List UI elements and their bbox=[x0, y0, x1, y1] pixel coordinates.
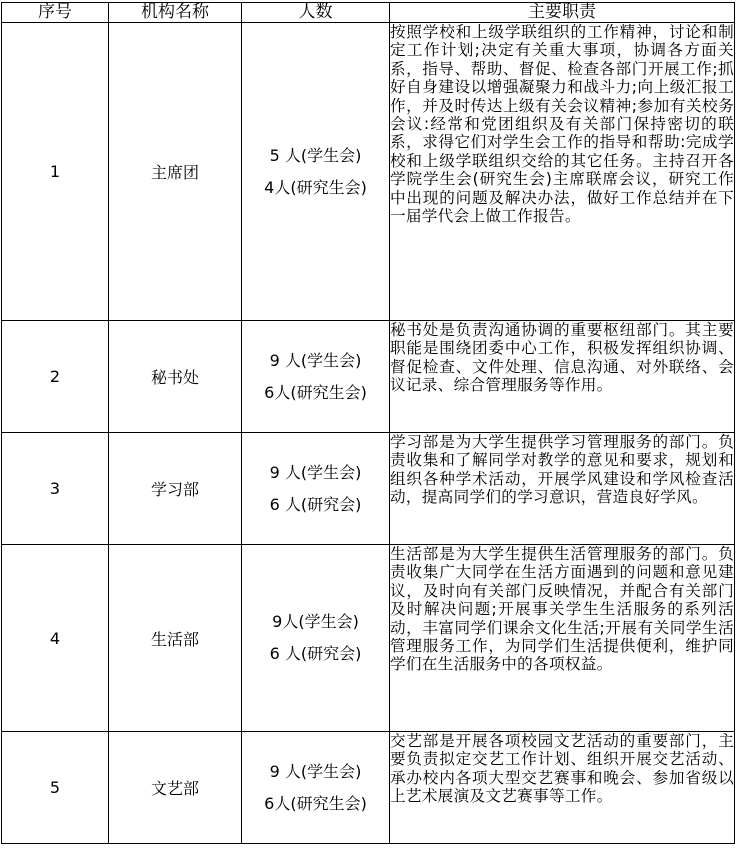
member-count bbox=[242, 321, 390, 433]
header-name: 机构名称 bbox=[109, 3, 242, 23]
header-count: 人数 bbox=[242, 3, 390, 23]
row-number: 3 bbox=[2, 433, 109, 545]
duty-text: 秘书处是负责沟通协调的重要枢纽部门。其主要职能是围绕团委中心工作，积极发挥组织协调、督促检查、文件处理、信息沟通、对外联络、会议记录、综合管理服务等作用。 bbox=[390, 321, 735, 433]
count-graduate-union: 6人(研究生会) bbox=[264, 793, 367, 813]
row-number: 4 bbox=[2, 545, 109, 732]
count-graduate-union: 4人(研究生会) bbox=[264, 177, 367, 197]
member-count bbox=[242, 732, 390, 844]
row-number: 5 bbox=[2, 732, 109, 844]
org-name: 秘书处 bbox=[109, 321, 242, 433]
org-name: 生活部 bbox=[109, 545, 242, 732]
organization-table bbox=[1, 2, 735, 844]
org-name: 文艺部 bbox=[109, 732, 242, 844]
count-graduate-union: 6人(研究生会) bbox=[264, 382, 367, 402]
header-row bbox=[2, 3, 735, 23]
table-row bbox=[2, 732, 735, 844]
count-graduate-union: 6 人(研究会) bbox=[269, 644, 362, 663]
member-count bbox=[242, 23, 390, 321]
table-row bbox=[2, 545, 735, 732]
count-student-union: 9 人(学生会) bbox=[269, 350, 362, 370]
duty-text: 按照学校和上级学联组织的工作精神，讨论和制定工作计划;决定有关重大事项，协调各方面关系，指导、帮助、督促、检查各部门开展工作;抓好自身建设以增强凝聚力和战斗力;向上级汇报工作，并及时传达上级有关会议精神;参加有关校务会议:经常和党团组织及有关部门保持密切的联系，求得它们对学生会工作的指导和帮助:完成学校和上级学联组织交给的其它任务。主持召开各学院学生会(研究生会)主席联席会议，研究工作中出现的问题及解决办法，做好工作总结并在下一届学代会上做工作报告。 bbox=[390, 23, 735, 321]
count-graduate-union: 6 人(研究会) bbox=[269, 494, 362, 514]
duty-text: 生活部是为大学生提供生活管理服务的部门。负责收集广大同学在生活方面遇到的问题和意见建议，及时向有关部门反映情况，并配合有关部门及时解决问题;开展事关学生生活服务的系列活动，丰富同学们课余文化生活;开展有关同学生活管理服务工作，为同学们生活提供便利，维护同学们在生活服务中的各项权益。 bbox=[390, 545, 735, 732]
duty-text: 交艺部是开展各项校园文艺活动的重要部门，主要负责拟定交艺工作计划、组织开展交艺活动、承办校内各项大型交艺赛事和晚会、参加省级以上艺术展演及文艺赛事等工作。 bbox=[390, 732, 735, 844]
header-no: 序号 bbox=[2, 3, 109, 23]
header-duty: 主要职责 bbox=[390, 3, 735, 23]
count-student-union: 9人(学生会) bbox=[272, 612, 359, 631]
row-number: 1 bbox=[2, 23, 109, 321]
member-count bbox=[242, 545, 390, 732]
org-name: 主席团 bbox=[109, 23, 242, 321]
count-student-union: 9 人(学生会) bbox=[269, 462, 362, 482]
member-count bbox=[242, 433, 390, 545]
org-name: 学习部 bbox=[109, 433, 242, 545]
row-number: 2 bbox=[2, 321, 109, 433]
duty-text: 学习部是为大学生提供学习管理服务的部门。负责收集和了解同学对教学的意见和要求，规划和组织各种学术活动，开展学风建设和学风检查活动，提高同学们的学习意识，营造良好学风。 bbox=[390, 433, 735, 545]
table-row bbox=[2, 433, 735, 545]
count-student-union: 5 人(学生会) bbox=[269, 145, 362, 165]
count-student-union: 9 人(学生会) bbox=[269, 761, 362, 781]
table-row bbox=[2, 321, 735, 433]
table-row bbox=[2, 23, 735, 321]
